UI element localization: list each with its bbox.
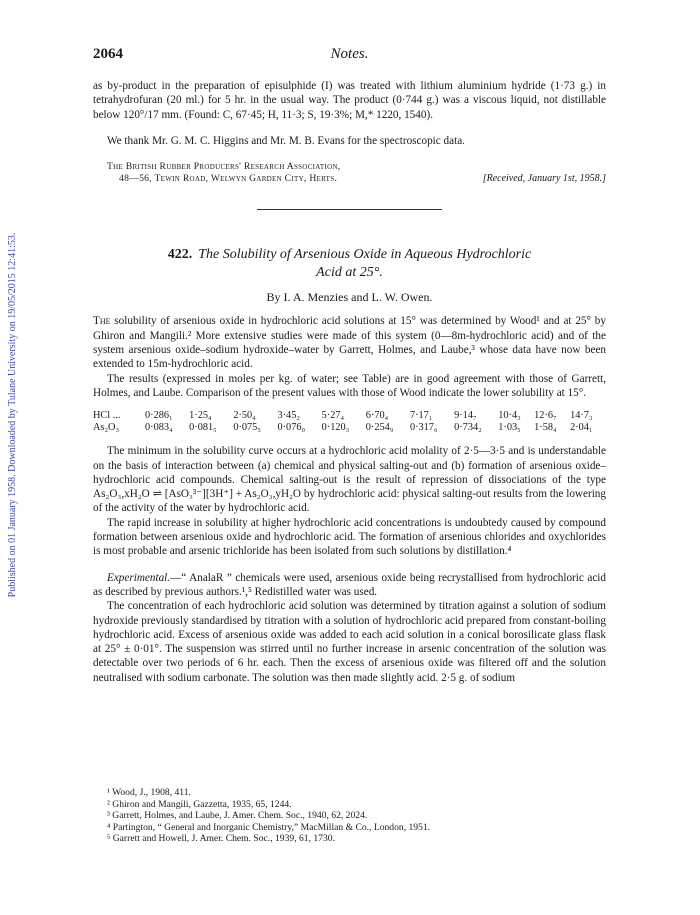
table-cell: 14·7₃	[570, 410, 593, 422]
previous-article-text: as by-product in the preparation of episulphide (I) was treated with lithium aluminium hydride (1·73 g.) in tetrahydrofuran (20 ml.) for 5 hr. in the usual way. The product (0·744 g.) was a viscous liquid, not distillable below 120°/17 mm. (Found: C, 67·45; H, 11·3; S, 19·3%; M,* 1220, 1540).	[93, 80, 606, 121]
footnote: ³ Garrett, Holmes, and Laube, J. Amer. Chem. Soc., 1940, 62, 2024.	[107, 810, 368, 821]
article-number: 422.	[167, 247, 193, 263]
footnote: ⁵ Garrett and Howell, J. Amer. Chem. Soc., 1939, 61, 1730.	[107, 833, 335, 844]
table-cell: 2·50₄	[233, 410, 256, 422]
table-row-hcl	[93, 410, 606, 422]
address-line-2: 48—56, Tewin Road, Welwyn Garden City, Herts.	[119, 173, 338, 185]
table-cell: 3·45₂	[277, 410, 300, 422]
table-cell: 9·14₇	[454, 410, 477, 422]
table-cell: 7·17₁	[409, 410, 433, 422]
footnote: ⁴ Partington, “ General and Inorganic Chemistry,” MacMillan & Co., London, 1951.	[107, 821, 431, 833]
table-cell: 1·58₄	[534, 422, 557, 434]
received-date: [Received, January 1st, 1958.]	[482, 173, 606, 185]
section-divider	[257, 209, 442, 210]
footnote: ² Ghiron and Mangili, Gazzetta, 1935, 65, 1244.	[107, 798, 292, 810]
address-line-1: The British Rubber Producers' Research Association,	[107, 161, 341, 173]
page-number: 2064	[93, 46, 123, 62]
table-cell: 0·254₉	[365, 422, 394, 434]
intro-paragraph-1	[93, 314, 606, 371]
footnote: ¹ Wood, J., 1908, 411.	[107, 787, 191, 798]
author-address	[93, 161, 606, 185]
experimental-paragraph-2: The concentration of each hydrochloric acid solution was determined by titration against a solution of sodium hydroxide previously standardised by titration with a solution of hydrochloric acid prepared from constant-boiling hydrochloric acid. Excess of arsenious oxide was added to each acid solution in a conical borosilicate glass flask at 25° ± 0·01°. The suspension was stirred until no further increase in arsenic concentration of the solution was detectable over two periods of 6 hr. each. Then the excess of arsenious oxide was filtered off and the solution neutralised with sodium carbonate. The solution was then made slightly acid. 2·5 g. of sodium	[93, 600, 606, 684]
article-title	[93, 246, 606, 282]
experimental-paragraph-1	[93, 571, 606, 600]
byline: By I. A. Menzies and L. W. Owen.	[266, 290, 433, 305]
table-cell: 0·076₀	[277, 422, 306, 434]
intro-first-word: The	[93, 315, 111, 328]
table-cell: 0·081₅	[189, 422, 217, 434]
solubility-table	[93, 410, 606, 434]
table-cell: 2·04₁	[570, 422, 593, 434]
title-line-1: The Solubility of Arsenious Oxide in Aqueous Hydrochloric	[198, 247, 532, 263]
row-label-as2o3: As₂O₃	[93, 422, 120, 434]
experimental-text: —“ AnalaR ” chemicals were used, arsenious oxide being recrystallised from hydrochloric acid as described by previous authors.¹,⁵ Redistilled water was used.	[93, 571, 606, 598]
discussion-paragraph-1: The minimum in the solubility curve occurs at a hydrochloric acid molality of 2·5—3·5 and is understandable on the basis of interaction between (a) chemical and physical salting-out and (b) formation of arsenious oxide–hydrochloric acid compounds. Chemical salting-out is the result of repression of dissociations of the type As₂O₃,xH₂O ⇌ [AsO₃³⁻][3H⁺] + As₂O₃,yH₂O by hydrochloric acid: physical salting-out results from the lowering of the activity of the water by hydrochloric acid.	[93, 445, 606, 515]
page-header	[93, 46, 606, 66]
table-cell: 6·70₄	[365, 410, 389, 422]
table-cell: 12·6₇	[534, 410, 557, 422]
table-cell: 0·075₅	[233, 422, 261, 434]
discussion-paragraph-2: The rapid increase in solubility at higher hydrochloric acid concentrations is undoubtedy caused by compound formation between arsenious oxide and hydrochloric acid. The formation of arsenious chlorides and oxychlorides is most probable and arsenic trichloride has been isolated from such solutions by distillation.⁴	[93, 516, 606, 558]
page-body	[93, 79, 606, 685]
table-cell: 10·4₃	[498, 410, 521, 422]
table-cell: 0·734₂	[454, 422, 482, 434]
title-line-2: Acid at 25°.	[316, 265, 383, 281]
table-cell: 1·03₅	[498, 422, 521, 434]
table-cell: 5·27₄	[321, 410, 345, 422]
footnotes	[93, 787, 606, 845]
table-cell: 0·317₆	[409, 422, 438, 434]
running-title: Notes.	[330, 46, 369, 62]
table-cell: 0·286₁	[145, 410, 173, 422]
intro-paragraph-2: The results (expressed in moles per kg. of water; see Table) are in good agreement with those of Garrett, Holmes, and Laube. Comparison of the present values with those of Wood indicate the lower solubility at 15°.	[93, 372, 606, 399]
table-cell: 0·120₃	[321, 422, 350, 434]
table-row-as2o3	[93, 422, 606, 434]
row-label-hcl: HCl ...	[93, 410, 121, 422]
download-watermark: Published on 01 January 1958. Downloaded by Tulane University on 19/05/2015 12:41:53.	[7, 232, 18, 598]
intro-text: solubility of arsenious oxide in hydrochloric acid solutions at 15° was determined by Wood¹ and at 25° by Ghiron and Mangili.² More extensive studies were made of this system (0—8m-hydrochloric acid) and of the system arsenious oxide–sodium hydroxide–water by Garrett, Holmes, and Laube,³ whose data have now been extended to 15m-hydrochloric acid.	[93, 315, 606, 371]
table-cell: 1·25₄	[189, 410, 212, 422]
table-cell: 0·083₄	[145, 422, 173, 434]
experimental-label: Experimental.	[107, 571, 171, 584]
acknowledgement: We thank Mr. G. M. C. Higgins and Mr. M. B. Evans for the spectroscopic data.	[107, 134, 465, 147]
